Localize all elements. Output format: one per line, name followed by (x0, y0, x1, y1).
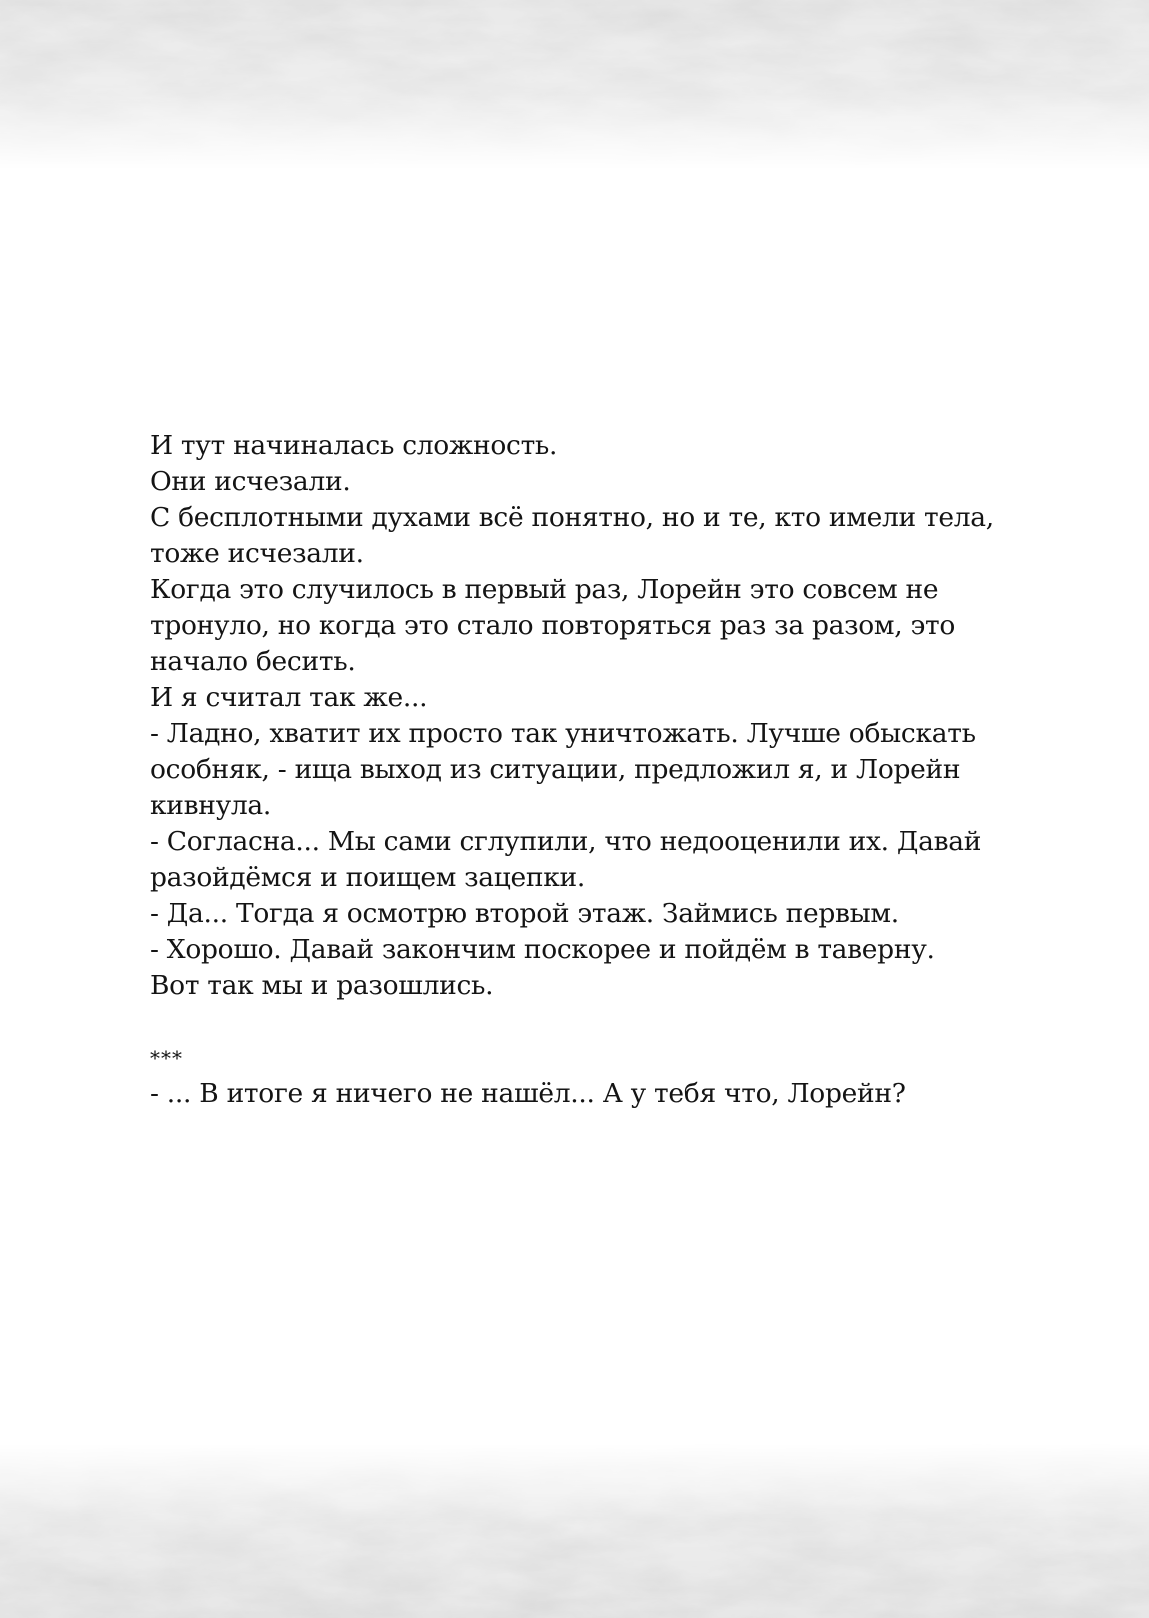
marble-texture-bottom (0, 1443, 1149, 1618)
paragraph: И я считал так же... (150, 682, 428, 713)
marble-texture-top (0, 0, 1149, 170)
paragraph: - Согласна... Мы сами сглупили, что недооценили их. Давай разойдёмся и поищем зацепки. (150, 826, 982, 893)
page-text (150, 428, 1020, 1112)
paragraph: Они исчезали. (150, 466, 351, 497)
paragraph: И тут начиналась сложность. (150, 430, 558, 461)
paragraph: - Да... Тогда я осмотрю второй этаж. Займись первым. (150, 898, 899, 929)
paragraph: Когда это случилось в первый раз, Лорейн это совсем не тронуло, но когда это стало повторяться раз за разом, это начало бесить. (150, 574, 956, 677)
paragraph: - ... В итоге я ничего не нашёл... А у тебя что, Лорейн? (150, 1078, 906, 1109)
paragraph: Вот так мы и разошлись. (150, 970, 494, 1001)
paragraph: - Хорошо. Давай закончим поскорее и пойдём в таверну. (150, 934, 935, 965)
paragraph: - Ладно, хватит их просто так уничтожать. Лучше обыскать особняк, - ища выход из ситуации, предложил я, и Лорейн кивнула. (150, 718, 976, 821)
paragraph: С бесплотными духами всё понятно, но и те, кто имели тела, тоже исчезали. (150, 502, 994, 569)
scene-separator: *** (150, 1046, 183, 1070)
blank-line (150, 1004, 1020, 1040)
